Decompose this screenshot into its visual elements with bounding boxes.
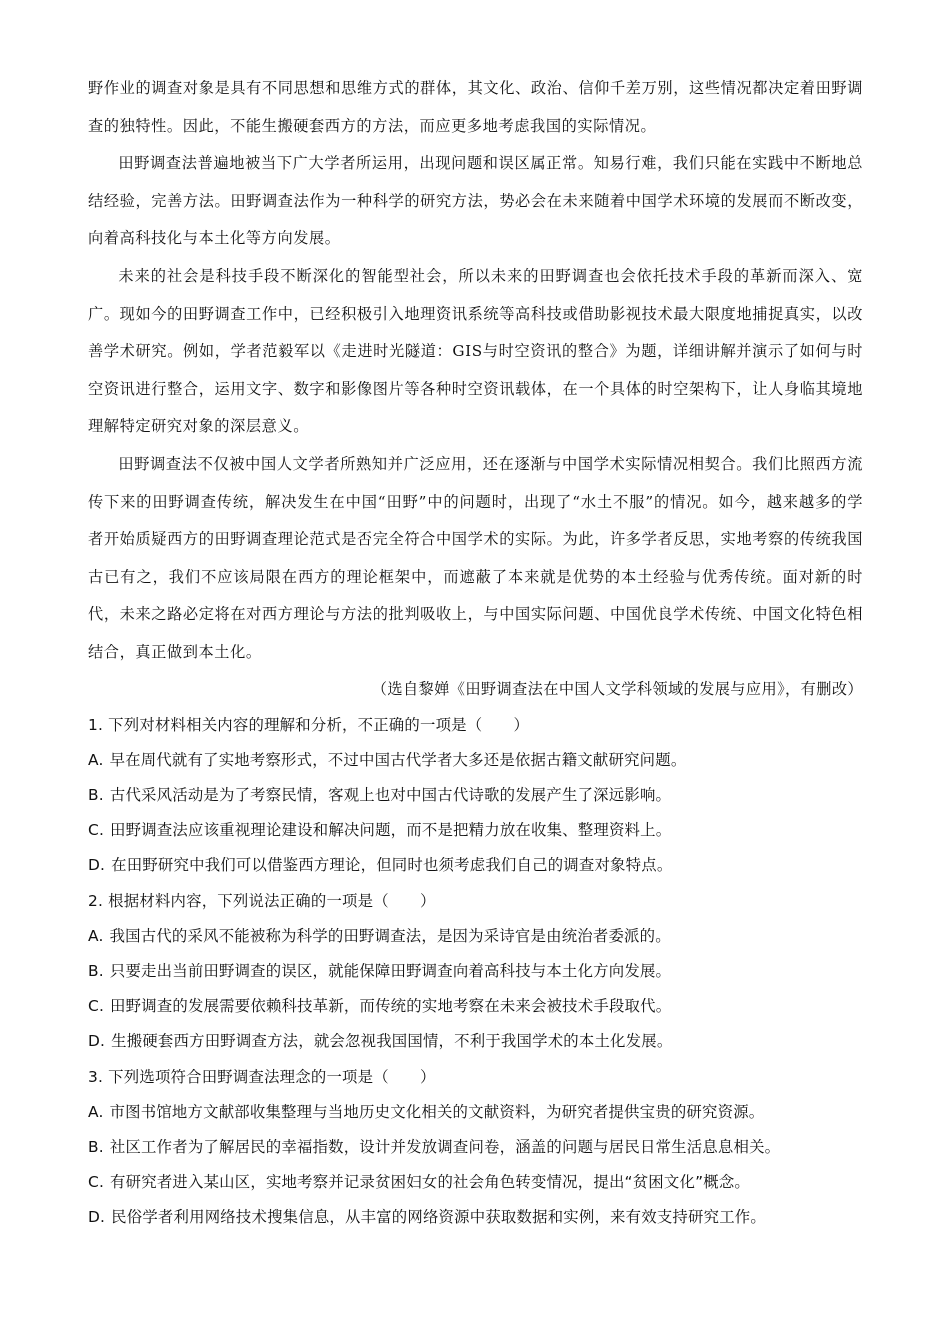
answer-option-d[interactable] xyxy=(88,1200,863,1235)
option-text: 我国古代的采风不能被称为科学的田野调查法，是因为采诗官是由统治者委派的。 xyxy=(109,926,671,945)
answer-option-a[interactable] xyxy=(88,919,863,954)
question-1 xyxy=(88,708,863,884)
answer-option-b[interactable] xyxy=(88,1130,863,1165)
option-letter: B. xyxy=(88,785,104,804)
option-letter: D. xyxy=(88,1032,106,1051)
answer-option-c[interactable] xyxy=(88,1165,863,1200)
option-letter: B. xyxy=(88,961,104,980)
option-letter: A. xyxy=(88,1102,104,1121)
option-text: 有研究者进入某山区，实地考察并记录贫困妇女的社会角色转变情况，提出“贫困文化”概念。 xyxy=(110,1173,751,1192)
option-text: 古代采风活动是为了考察民情，客观上也对中国古代诗歌的发展产生了深远影响。 xyxy=(109,785,672,804)
answer-option-c[interactable] xyxy=(88,813,863,848)
answer-option-c[interactable] xyxy=(88,989,863,1024)
question-2 xyxy=(88,884,863,1060)
question-stem: 1. 下列对材料相关内容的理解和分析，不正确的一项是（ ） xyxy=(88,715,530,734)
answer-option-b[interactable] xyxy=(88,778,863,813)
option-letter: A. xyxy=(88,750,104,769)
option-text: 在田野研究中我们可以借鉴西方理论，但同时也须考虑我们自己的调查对象特点。 xyxy=(111,856,673,875)
option-letter: C. xyxy=(88,821,105,840)
passage-paragraph: 未来的社会是科技手段不断深化的智能型社会，所以未来的田野调查也会依托技术手段的革新而深入、宽广。现如今的田野调查工作中，已经积极引入地理资讯系统等高科技或借助影视技术最大限度地捕捉真实，以改善学术研究。例如，学者范毅军以《走进时光隧道：GIS与时空资讯的整合》为题，详细讲解并演示了如何与时空资讯进行整合，运用文字、数字和影像图片等各种时空资讯载体，在一个具体的时空架构下，让人身临其境地理解特定研究对象的深层意义。 xyxy=(88,266,863,436)
question-list xyxy=(88,708,863,1236)
option-letter: C. xyxy=(88,1173,105,1192)
passage-paragraph: 野作业的调查对象是具有不同思想和思维方式的群体，其文化、政治、信仰千差万别，这些情况都决定着田野调查的独特性。因此，不能生搬硬套西方的方法，而应更多地考虑我国的实际情况。 xyxy=(88,79,863,135)
document-page xyxy=(88,70,863,1236)
passage-paragraph: 田野调查法普遍地被当下广大学者所运用，出现问题和误区属正常。知易行难，我们只能在实践中不断地总结经验，完善方法。田野调查法作为一种科学的研究方法，势必会在未来随着中国学术环境的发展而不断改变，向着高科技化与本土化等方向发展。 xyxy=(88,154,863,248)
passage-source: （选自黎婵《田野调查法在中国人文学科领域的发展与应用》，有删改） xyxy=(371,679,863,698)
option-text: 生搬硬套西方田野调查方法，就会忽视我国国情，不利于我国学术的本土化发展。 xyxy=(111,1032,673,1051)
question-3 xyxy=(88,1060,863,1236)
question-stem: 2. 根据材料内容，下列说法正确的一项是（ ） xyxy=(88,891,436,910)
option-text: 民俗学者利用网络技术搜集信息，从丰富的网络资源中获取数据和实例，来有效支持研究工作。 xyxy=(111,1208,766,1227)
option-letter: C. xyxy=(88,997,105,1016)
option-text: 早在周代就有了实地考察形式，不过中国古代学者大多还是依据古籍文献研究问题。 xyxy=(109,750,687,769)
answer-option-a[interactable] xyxy=(88,1095,863,1130)
answer-option-a[interactable] xyxy=(88,743,863,778)
reading-passage xyxy=(88,70,863,707)
option-letter: A. xyxy=(88,926,104,945)
question-stem: 3. 下列选项符合田野调查法理念的一项是（ ） xyxy=(88,1067,436,1086)
option-letter: D. xyxy=(88,1208,106,1227)
option-text: 市图书馆地方文献部收集整理与当地历史文化相关的文献资料，为研究者提供宝贵的研究资源。 xyxy=(109,1102,765,1121)
option-letter: B. xyxy=(88,1137,104,1156)
answer-option-b[interactable] xyxy=(88,954,863,989)
option-letter: D. xyxy=(88,856,106,875)
answer-option-d[interactable] xyxy=(88,848,863,883)
option-text: 社区工作者为了解居民的幸福指数，设计并发放调查问卷，涵盖的问题与居民日常生活息息相关。 xyxy=(109,1137,781,1156)
answer-option-d[interactable] xyxy=(88,1024,863,1059)
passage-paragraph: 田野调查法不仅被中国人文学者所熟知并广泛应用，还在逐渐与中国学术实际情况相契合。我们比照西方流传下来的田野调查传统，解决发生在中国“田野”中的问题时，出现了“水土不服”的情况。如今，越来越多的学者开始质疑西方的田野调查理论范式是否完全符合中国学术的实际。为此，许多学者反思，实地考察的传统我国古已有之，我们不应该局限在西方的理论框架中，而遮蔽了本来就是优势的本土经验与优秀传统。面对新的时代，未来之路必定将在对西方理论与方法的批判吸收上，与中国实际问题、中国优良学术传统、中国文化特色相结合，真正做到本土化。 xyxy=(88,454,863,661)
option-text: 田野调查法应该重视理论建设和解决问题，而不是把精力放在收集、整理资料上。 xyxy=(110,821,672,840)
option-text: 只要走出当前田野调查的误区，就能保障田野调查向着高科技与本土化方向发展。 xyxy=(109,961,672,980)
option-text: 田野调查的发展需要依赖科技革新，而传统的实地考察在未来会被技术手段取代。 xyxy=(110,997,672,1016)
